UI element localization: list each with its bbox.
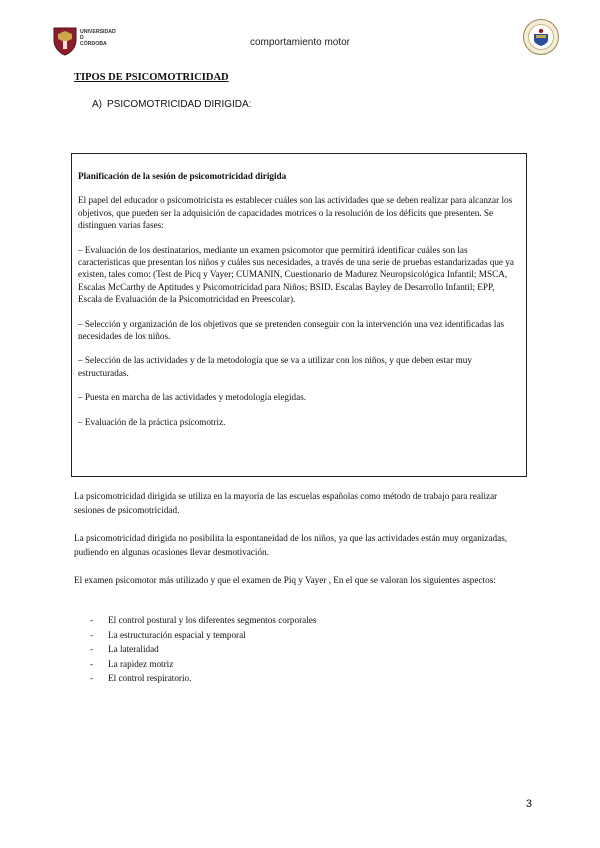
box-paragraph-intro: El papel del educador o psicomotricista es establecer cuáles son las actividades que se deben realizar para alcanzar los objetivos, que pueden ser la adquisición de capacidades motrices o la resolución de los déficits que presenten. Se distinguen varias fases: [78, 195, 513, 231]
list-item [90, 613, 510, 628]
list-dash: - [90, 673, 94, 684]
box-title: Planificación de la sesión de psicomotricidad dirigida [78, 171, 287, 181]
faculty-seal [522, 18, 560, 56]
list-dash: - [90, 658, 94, 669]
university-name: UNIVERSIDAD D CÓRDOBA [80, 29, 116, 47]
list-item-text: El control postural y los diferentes segmentos corporales [108, 615, 317, 625]
body-paragraph-2: La psicomotricidad dirigida no posibilita la espontaneidad de los niños, ya que las actividades están muy organizadas, pudiendo en algunas ocasiones llevar desmotivación. [74, 533, 508, 558]
box-paragraph-objectives: – Selección y organización de los objetivos que se pretenden conseguir con la intervención una vez identificadas las necesidades de los niños. [78, 318, 505, 342]
aspects-list [90, 613, 510, 686]
subsection-heading [92, 99, 251, 110]
list-dash: - [90, 644, 94, 655]
page-number: 3 [525, 798, 532, 810]
list-item [90, 671, 510, 686]
list-item-text: La rapidez motriz [108, 658, 174, 669]
list-item-text: El control respiratorio. [108, 673, 192, 684]
box-paragraph-activities: – Selección de las actividades y de la metodología que se va a utilizar con los niños, y que deben estar muy estructuradas. [78, 355, 472, 378]
body-paragraph-1: La psicomotricidad dirigida se utiliza en la mayoría de las escuelas españolas como método de trabajo para realizar sesiones de psicomotricidad. [74, 491, 498, 516]
box-paragraph-practice: – Evaluación de la práctica psicomotriz. [78, 416, 226, 427]
planning-box [71, 153, 527, 477]
section-title: TIPOS DE PSICOMOTRICIDAD [74, 72, 229, 83]
list-item-text: La estructuración espacial y temporal [108, 629, 246, 640]
box-paragraph-implementation: – Puesta en marcha de las actividades y metodología elegidas. [78, 392, 307, 403]
list-dash: - [90, 615, 94, 625]
body-paragraph-3: El examen psicomotor más utilizado y que el examen de Piq y Vayer , En el que se valoran los siguientes aspectos: [74, 575, 496, 585]
faculty-seal-icon [522, 18, 560, 56]
list-item [90, 628, 510, 643]
list-item [90, 657, 510, 672]
subsection-letter: A) [92, 99, 102, 110]
list-item-text: La lateralidad [108, 644, 159, 655]
box-paragraph-evaluation: – Evaluación de los destinatarios, mediante un examen psicomotor que permitirá identificar cuáles son las características que presentan los niños y cuáles sus necesidades, a través de una serie de pruebas estandarizadas que ya existen, tales como: (Test de Picq y Vayer; CUMANIN, Cuestionario de Madurez Neuropsicológica Infantil; MSCA, Escalas McCarthy de Aptitudes y Psicomotricidad para Niños; BSID. Escalas Bayley de Desarrollo Infantil; EPP, Escala de Evaluación de la Psicomotricidad en Preescolar). [78, 244, 514, 305]
header-title: comportamiento motor [249, 37, 351, 48]
list-item [90, 642, 510, 657]
list-dash: - [90, 629, 94, 640]
subsection-title: PSICOMOTRICIDAD DIRIGIDA: [107, 99, 252, 110]
